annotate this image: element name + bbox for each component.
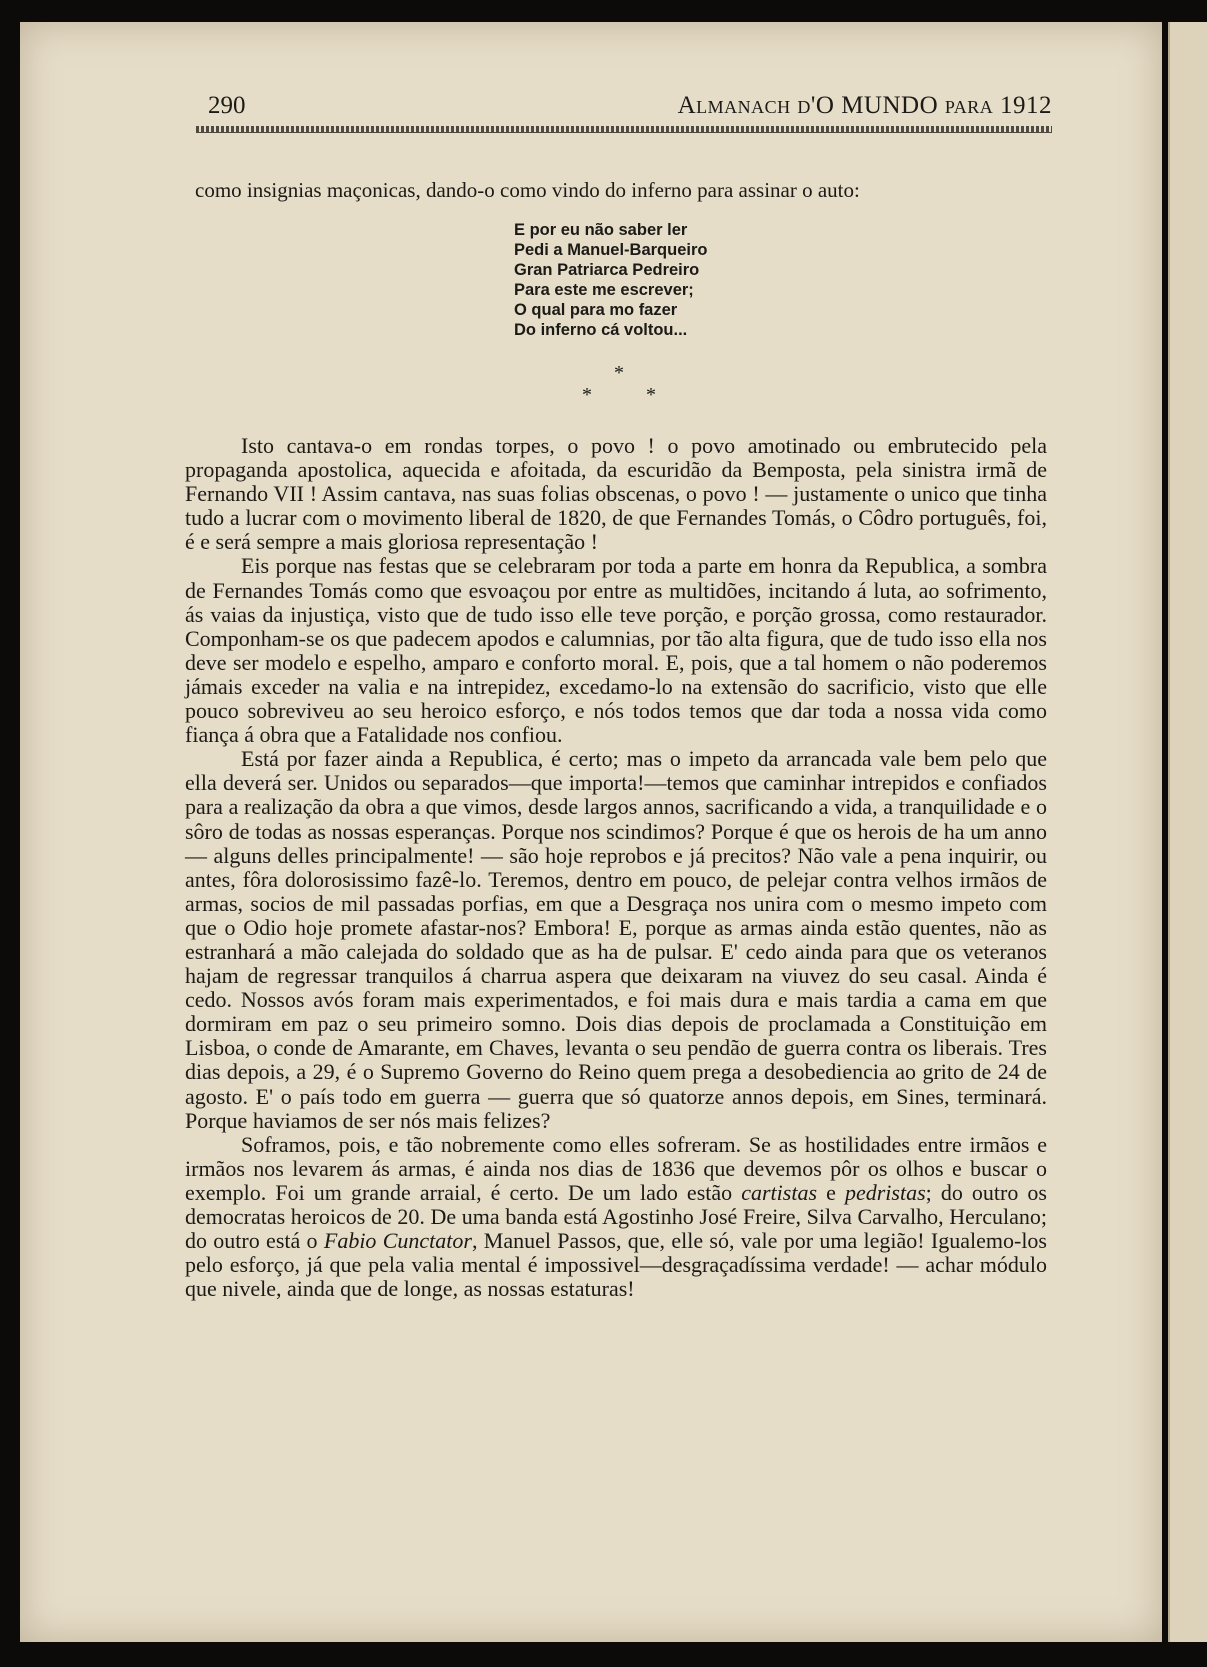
asterisk-icon: *	[582, 384, 592, 406]
body-text	[185, 434, 1047, 1301]
verse-line: Pedi a Manuel-Barqueiro	[514, 241, 708, 259]
asterisk-icon: *	[646, 384, 656, 406]
verse-line: Para este me escrever;	[514, 281, 694, 299]
verse-quote	[514, 220, 834, 340]
paragraph: Está por fazer ainda a Republica, é certo; mas o impeto da arrancada vale bem pelo que ella deverá ser. Unidos ou separados—que importa!—temos que caminhar intrepidos e confiados para a realização da obra a que vimos, desde largos annos, sacrificando a vida, a tranquilidade e o sôro de todas as nossas esperanças. Porque nos scindimos? Porque é que os herois de ha um anno — alguns delles principalmente! — são hoje reprobos e já precitos? Não vale a pena inquirir, ou antes, fôra dolorosissimo fazê-lo. Teremos, dentro em pouco, de pelejar contra velhos irmãos de armas, socios de mil passadas porfias, em que a Desgraça nos unira com o mesmo impeto com que o Odio hoje promete afastar-nos? Embora! E, porque as armas ainda estão quentes, não as estranhará a mão calejada do soldado que as ha de pulsar. E' cedo ainda para que os veteranos hajam de regressar tranquilos á charrua aspera que deixaram na viuvez do seu casal. Ainda é cedo. Nossos avós foram mais experimentados, e foi mais dura e mais tardia a cama em que dormiram em paz o seu primeiro somno. Dois dias depois de proclamada a Constituição em Lisboa, o conde de Amarante, em Chaves, levanta o seu pendão de guerra contra os liberais. Tres dias depois, a 29, é o Supremo Governo do Reino quem prega a desobediencia ao grito de 24 de agosto. E' o país todo em guerra — guerra que só quatorze annos depois, em Sines, terminará. Porque haviamos de ser nós mais felizes?	[185, 746, 1047, 1133]
text-run: , Manuel Passos, que, elle só, vale por uma legião! Igualemo-los pelo esforço, já que pela valia mental é impossivel—desgraçadíssima verdade! — achar módulo que nivele, ainda que de longe, as nossas estaturas!	[185, 1228, 1047, 1302]
italic-term: pedristas	[844, 1179, 926, 1205]
italic-term: cartistas	[741, 1179, 818, 1205]
paragraph: Eis porque nas festas que se celebraram por toda a parte em honra da Republica, a sombra de Fernandes Tomás como que esvoaçou por entre as multidões, incitando á luta, ao sofrimento, ás vaias da injustiça, visto que de tudo isso elle teve porção, e porção grossa, como restaurador. Componham-se os que padecem apodos e calumnias, por tão alta figura, que de tudo isso ella nos deve ser modelo e espelho, amparo e conforto moral. E, pois, que a tal homem o não poderemos jámais exceder na valia e na intrepidez, excedamo-lo na extensão do sacrificio, visto que elle pouco sobreviveu ao seu heroico esforço, e nós todos temos que dar toda a nossa vida como fiança á obra que a Fatalidade nos confiou.	[185, 553, 1047, 748]
adjacent-page-edge	[1168, 22, 1207, 1642]
page-header	[190, 92, 1052, 122]
asterism-separator	[572, 362, 672, 412]
verse-line: Do inferno cá voltou...	[514, 321, 688, 339]
intro-line: como insignias maçonicas, dando-o como vindo do inferno para assinar o auto:	[195, 178, 860, 202]
running-title: Almanach d'O MUNDO para 1912	[677, 92, 1052, 119]
verse-line: Gran Patriarca Pedreiro	[514, 261, 700, 279]
header-rule	[196, 126, 1052, 133]
text-run: ; do outro os democratas heroicos de 20. De uma banda está Agostinho José Freire, Silva Carvalho, Herculano; do outro está o	[185, 1179, 1047, 1254]
italic-term: Fabio Cunctator	[323, 1228, 472, 1254]
page-number: 290	[208, 92, 246, 119]
verse-line: E por eu não saber ler	[514, 221, 688, 239]
verse-line: O qual para mo fazer	[514, 301, 678, 319]
asterisk-icon: *	[614, 362, 624, 384]
text-run: e	[817, 1179, 845, 1205]
paragraph-last	[185, 1133, 1047, 1302]
text-run: Soframos, pois, e tão nobremente como elles sofreram. Se as hostilidades entre irmãos e irmãos nos levarem ás armas, é ainda nos dias de 1836 que devemos pôr os olhos e buscar o exemplo. Foi um grande arraial, é certo. De um lado estão	[185, 1131, 1047, 1205]
paragraph: Isto cantava-o em rondas torpes, o povo ! o povo amotinado ou embrutecido pela propaganda apostolica, aquecida e afoitada, da escuridão da Bemposta, pela sinistra irmã de Fernando VII ! Assim cantava, nas suas folias obscenas, o povo ! — justamente o unico que tinha tudo a lucrar com o movimento liberal de 1820, de que Fernandes Tomás, o Côdro português, foi, é e será sempre a mais gloriosa representação !	[185, 433, 1047, 555]
